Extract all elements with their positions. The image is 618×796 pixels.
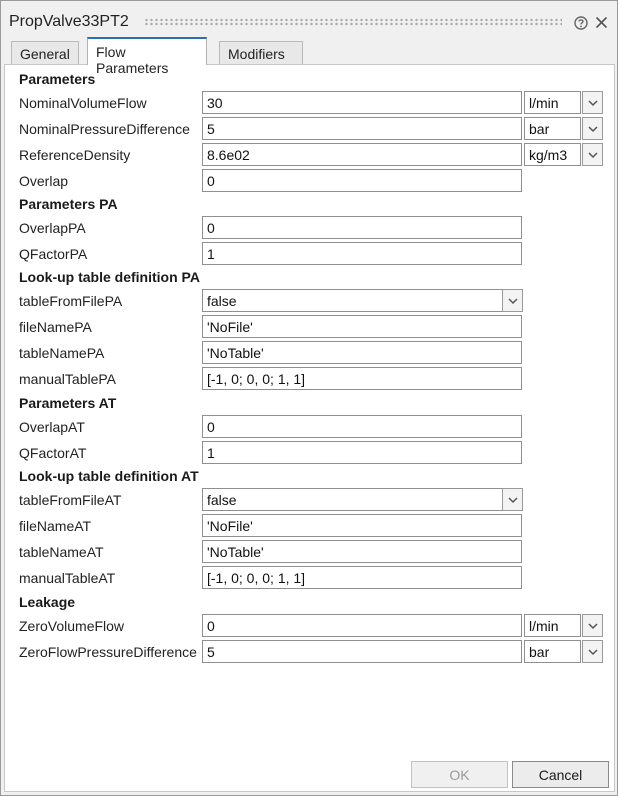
manual-table-pa-label: manualTablePA bbox=[19, 371, 117, 387]
nominal-pressure-difference-unit[interactable]: bar bbox=[524, 117, 581, 140]
chevron-down-icon bbox=[587, 149, 599, 161]
section-lookup-at: Look-up table definition AT bbox=[19, 468, 199, 484]
zero-volume-flow-input[interactable]: 0 bbox=[202, 614, 522, 637]
table-name-at-label: tableNameAT bbox=[19, 544, 104, 560]
table-from-file-pa-dropdown[interactable] bbox=[502, 289, 523, 312]
qfactor-at-label: QFactorAT bbox=[19, 445, 87, 461]
section-parameters-at: Parameters AT bbox=[19, 395, 117, 411]
tab-flow-parameters-label: Flow Parameters bbox=[96, 44, 169, 76]
table-from-file-pa-select[interactable]: false bbox=[202, 289, 503, 312]
nominal-volume-flow-input[interactable]: 30 bbox=[202, 91, 522, 114]
zero-volume-flow-label: ZeroVolumeFlow bbox=[19, 618, 125, 634]
file-name-pa-input[interactable]: 'NoFile' bbox=[202, 315, 522, 338]
flow-parameters-panel bbox=[4, 64, 615, 792]
cancel-button-label: Cancel bbox=[538, 767, 583, 783]
overlap-input[interactable]: 0 bbox=[202, 169, 522, 192]
chevron-down-icon bbox=[507, 295, 519, 307]
chevron-down-icon bbox=[587, 646, 599, 658]
zero-flow-pressure-difference-unit-dropdown[interactable] bbox=[582, 640, 603, 663]
tab-flow-parameters[interactable] bbox=[87, 37, 207, 76]
nominal-pressure-difference-input[interactable]: 5 bbox=[202, 117, 522, 140]
reference-density-unit[interactable]: kg/m3 bbox=[524, 143, 581, 166]
overlap-pa-label: OverlapPA bbox=[19, 220, 86, 236]
file-name-at-input[interactable]: 'NoFile' bbox=[202, 514, 522, 537]
manual-table-at-input[interactable]: [-1, 0; 0, 0; 1, 1] bbox=[202, 566, 522, 589]
table-from-file-at-select[interactable]: false bbox=[202, 488, 503, 511]
title-bar[interactable] bbox=[1, 1, 617, 37]
section-parameters: Parameters bbox=[19, 71, 96, 87]
cancel-button[interactable] bbox=[512, 761, 609, 788]
manual-table-at-label: manualTableAT bbox=[19, 570, 116, 586]
help-icon[interactable] bbox=[574, 16, 588, 30]
nominal-pressure-difference-unit-dropdown[interactable] bbox=[582, 117, 603, 140]
zero-flow-pressure-difference-unit[interactable]: bar bbox=[524, 640, 581, 663]
overlap-at-input[interactable]: 0 bbox=[202, 415, 522, 438]
close-icon[interactable] bbox=[595, 16, 608, 29]
zero-volume-flow-unit-dropdown[interactable] bbox=[582, 614, 603, 637]
reference-density-label: ReferenceDensity bbox=[19, 147, 131, 163]
chevron-down-icon bbox=[587, 123, 599, 135]
section-leakage: Leakage bbox=[19, 594, 76, 610]
overlap-at-label: OverlapAT bbox=[19, 419, 85, 435]
overlap-pa-input[interactable]: 0 bbox=[202, 216, 522, 239]
drag-grip[interactable] bbox=[144, 18, 562, 26]
table-name-pa-label: tableNamePA bbox=[19, 345, 105, 361]
chevron-down-icon bbox=[507, 494, 519, 506]
table-from-file-pa-label: tableFromFilePA bbox=[19, 293, 123, 309]
section-lookup-pa: Look-up table definition PA bbox=[19, 269, 200, 285]
reference-density-unit-dropdown[interactable] bbox=[582, 143, 603, 166]
tab-general-label: General bbox=[20, 46, 70, 62]
zero-volume-flow-unit[interactable]: l/min bbox=[524, 614, 581, 637]
tab-modifiers[interactable] bbox=[219, 41, 303, 64]
nominal-pressure-difference-label: NominalPressureDifference bbox=[19, 121, 190, 137]
file-name-at-label: fileNameAT bbox=[19, 518, 92, 534]
zero-flow-pressure-difference-input[interactable]: 5 bbox=[202, 640, 522, 663]
tab-bar bbox=[1, 37, 617, 76]
qfactor-at-input[interactable]: 1 bbox=[202, 441, 522, 464]
section-parameters-pa: Parameters PA bbox=[19, 196, 118, 212]
table-name-pa-input[interactable]: 'NoTable' bbox=[202, 341, 522, 364]
table-from-file-at-dropdown[interactable] bbox=[502, 488, 523, 511]
nominal-volume-flow-label: NominalVolumeFlow bbox=[19, 95, 147, 111]
ok-button-label: OK bbox=[449, 767, 470, 783]
zero-flow-pressure-difference-label: ZeroFlowPressureDifference bbox=[19, 644, 197, 660]
reference-density-input[interactable]: 8.6e02 bbox=[202, 143, 522, 166]
qfactor-pa-input[interactable]: 1 bbox=[202, 242, 522, 265]
ok-button[interactable] bbox=[411, 761, 508, 788]
file-name-pa-label: fileNamePA bbox=[19, 319, 92, 335]
chevron-down-icon bbox=[587, 97, 599, 109]
window-title: PropValve33PT2 bbox=[9, 13, 129, 30]
table-from-file-at-label: tableFromFileAT bbox=[19, 492, 122, 508]
table-name-at-input[interactable]: 'NoTable' bbox=[202, 540, 522, 563]
nominal-volume-flow-unit[interactable]: l/min bbox=[524, 91, 581, 114]
manual-table-pa-input[interactable]: [-1, 0; 0, 0; 1, 1] bbox=[202, 367, 522, 390]
nominal-volume-flow-unit-dropdown[interactable] bbox=[582, 91, 603, 114]
overlap-label: Overlap bbox=[19, 173, 69, 189]
tab-modifiers-label: Modifiers bbox=[228, 46, 285, 62]
tab-general[interactable] bbox=[11, 41, 79, 64]
qfactor-pa-label: QFactorPA bbox=[19, 246, 88, 262]
chevron-down-icon bbox=[587, 620, 599, 632]
